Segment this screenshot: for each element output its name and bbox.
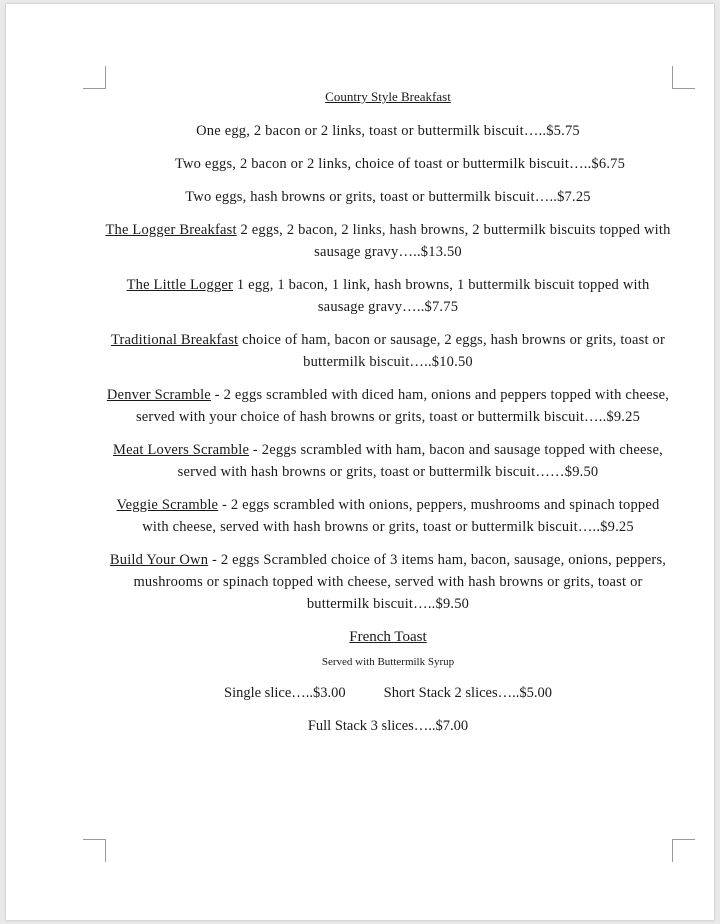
french-toast-row bbox=[102, 682, 674, 704]
crop-mark-top-left bbox=[83, 66, 106, 89]
crop-mark-bottom-right bbox=[672, 839, 695, 862]
menu-item-name: Traditional Breakfast bbox=[110, 332, 239, 348]
menu-item-desc: - 2 eggs scrambled with onions, peppers, mushrooms and spinach topped with cheese, served with hash browns or grits, toast or buttermilk biscuit…..$9.25 bbox=[142, 497, 660, 535]
menu-item-desc: One egg, 2 bacon or 2 links, toast or buttermilk biscuit…..$5.75 bbox=[196, 123, 580, 139]
menu-item bbox=[102, 219, 674, 263]
menu-item-name: Denver Scramble bbox=[106, 387, 211, 403]
menu-item bbox=[102, 120, 674, 142]
menu-item-name: Veggie Scramble bbox=[116, 497, 219, 513]
menu-item bbox=[102, 384, 674, 428]
menu-item-desc: - 2eggs scrambled with ham, bacon and sausage topped with cheese, served with hash browns or grits, toast or buttermilk biscuit……$9.50 bbox=[177, 442, 663, 480]
menu-item-name: Meat Lovers Scramble bbox=[113, 442, 250, 458]
menu-item bbox=[102, 329, 674, 373]
menu-content bbox=[102, 88, 674, 737]
menu-item-name: The Logger Breakfast bbox=[105, 222, 237, 238]
menu-item-desc: 1 egg, 1 bacon, 1 link, hash browns, 1 buttermilk biscuit topped with sausage gravy…..$7.75 bbox=[233, 277, 650, 315]
menu-item-desc: Two eggs, hash browns or grits, toast or buttermilk biscuit…..$7.25 bbox=[185, 189, 591, 205]
menu-item bbox=[102, 494, 674, 538]
crop-mark-bottom-left bbox=[83, 839, 106, 862]
french-toast-full-stack: Full Stack 3 slices…..$7.00 bbox=[307, 718, 469, 734]
menu-item-desc: Two eggs, 2 bacon or 2 links, choice of toast or buttermilk biscuit…..$6.75 bbox=[174, 156, 626, 172]
menu-item-desc: 2 eggs, 2 bacon, 2 links, hash browns, 2 buttermilk biscuits topped with sausage gravy…..$13.50 bbox=[236, 222, 671, 260]
menu-item bbox=[102, 439, 674, 483]
menu-item-name: Build Your Own bbox=[109, 552, 209, 568]
menu-item-name: The Little Logger bbox=[126, 277, 234, 293]
document-page bbox=[6, 4, 714, 920]
french-toast-title: French Toast bbox=[349, 629, 427, 645]
french-toast-short-stack: Short Stack 2 slices…..$5.00 bbox=[383, 685, 552, 701]
french-toast-single: Single slice…..$3.00 bbox=[224, 685, 346, 701]
crop-mark-top-right bbox=[672, 66, 695, 89]
menu-item-desc: - 2 eggs scrambled with diced ham, onions and peppers topped with cheese, served with your choice of hash browns or grits, toast or buttermilk biscuit…..$9.25 bbox=[135, 387, 670, 425]
menu-item bbox=[102, 274, 674, 318]
menu-item-desc: choice of ham, bacon or sausage, 2 eggs, hash browns or grits, toast or buttermilk biscuit…..$10.50 bbox=[238, 332, 666, 370]
menu-title: Country Style Breakfast bbox=[325, 89, 451, 104]
menu-item bbox=[82, 153, 718, 175]
menu-item-desc: - 2 eggs Scrambled choice of 3 items ham, bacon, sausage, onions, peppers, mushrooms or spinach topped with cheese, served with hash browns or grits, toast or buttermilk biscuit…..$9.50 bbox=[133, 552, 667, 612]
menu-item bbox=[102, 549, 674, 615]
french-toast-subtitle: Served with Buttermilk Syrup bbox=[321, 656, 455, 668]
menu-item bbox=[102, 186, 674, 208]
